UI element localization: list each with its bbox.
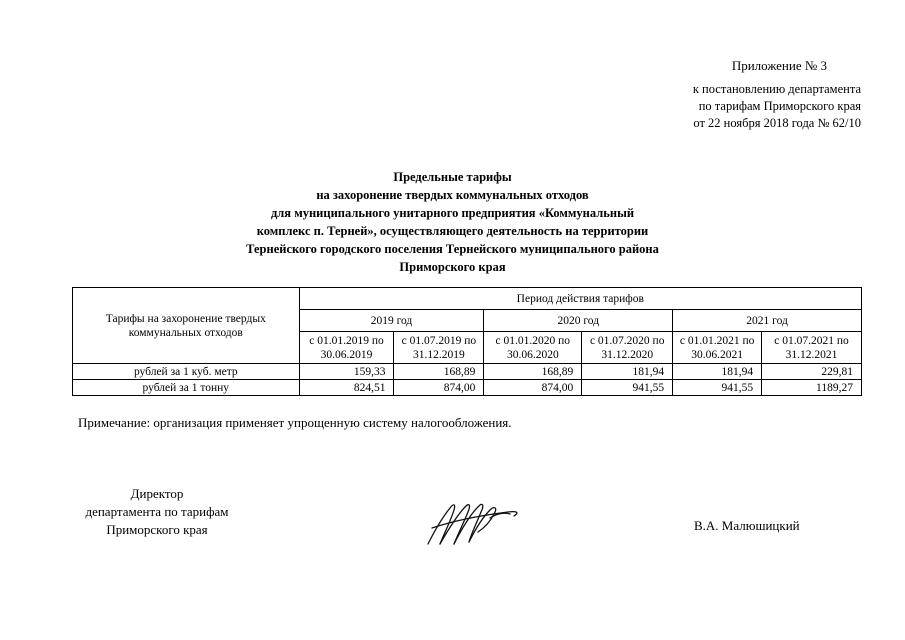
decree-reference-line: от 22 ноября 2018 года № 62/10	[693, 116, 861, 130]
year-header-cell: 2021 год	[673, 310, 862, 332]
period-header-cell: Период действия тарифов	[299, 288, 861, 310]
title-line: комплекс п. Терней», осуществляющего деятельность на территории	[256, 224, 649, 238]
table-row	[73, 380, 862, 396]
period-cell: с 01.07.2021 по 31.12.2021	[762, 332, 862, 364]
tariff-table	[72, 287, 862, 396]
table-row	[73, 364, 862, 380]
value-cell: 168,89	[394, 364, 484, 380]
value-cell: 941,55	[582, 380, 673, 396]
period-cell: с 01.01.2021 по 30.06.2021	[673, 332, 762, 364]
title-line: для муниципального унитарного предприятия «Коммунальный	[270, 206, 635, 220]
decree-reference-line: к постановлению департамента	[692, 82, 861, 96]
title-line: на захоронение твердых коммунальных отходов	[316, 188, 589, 202]
document-title	[0, 168, 905, 276]
signatory-title-line: Директор	[130, 486, 184, 501]
value-cell: 874,00	[394, 380, 484, 396]
value-cell: 181,94	[582, 364, 673, 380]
signatory-name: В.А. Малюшицкий	[694, 518, 800, 533]
value-cell: 1189,27	[762, 380, 862, 396]
title-line: Приморского края	[399, 260, 506, 274]
period-cell: с 01.01.2019 по 30.06.2019	[299, 332, 394, 364]
title-line: Предельные тарифы	[393, 170, 512, 184]
signatory-title-line: Приморского края	[106, 522, 208, 537]
handwritten-signature	[420, 498, 530, 550]
title-line: Тернейского городского поселения Тернейского муниципального района	[246, 242, 659, 256]
row-label-cell: рублей за 1 тонну	[73, 380, 300, 396]
value-cell: 168,89	[484, 364, 582, 380]
decree-reference-line: по тарифам Приморского края	[698, 99, 861, 113]
tax-note: Примечание: организация применяет упрощенную систему налогообложения.	[78, 415, 512, 430]
value-cell: 181,94	[673, 364, 762, 380]
period-cell: с 01.07.2019 по 31.12.2019	[394, 332, 484, 364]
signatory-title	[62, 485, 252, 539]
decree-reference	[621, 81, 861, 132]
period-cell: с 01.01.2020 по 30.06.2020	[484, 332, 582, 364]
appendix-label: Приложение № 3	[731, 58, 827, 73]
value-cell: 874,00	[484, 380, 582, 396]
signatory-title-line: департамента по тарифам	[85, 504, 229, 519]
value-cell: 229,81	[762, 364, 862, 380]
year-header-cell: 2019 год	[299, 310, 484, 332]
value-cell: 159,33	[299, 364, 394, 380]
value-cell: 941,55	[673, 380, 762, 396]
period-cell: с 01.07.2020 по 31.12.2020	[582, 332, 673, 364]
year-header-cell: 2020 год	[484, 310, 673, 332]
value-cell: 824,51	[299, 380, 394, 396]
row-label-cell: рублей за 1 куб. метр	[73, 364, 300, 380]
row-header-cell: Тарифы на захоронение твердых коммунальных отходов	[73, 288, 300, 364]
